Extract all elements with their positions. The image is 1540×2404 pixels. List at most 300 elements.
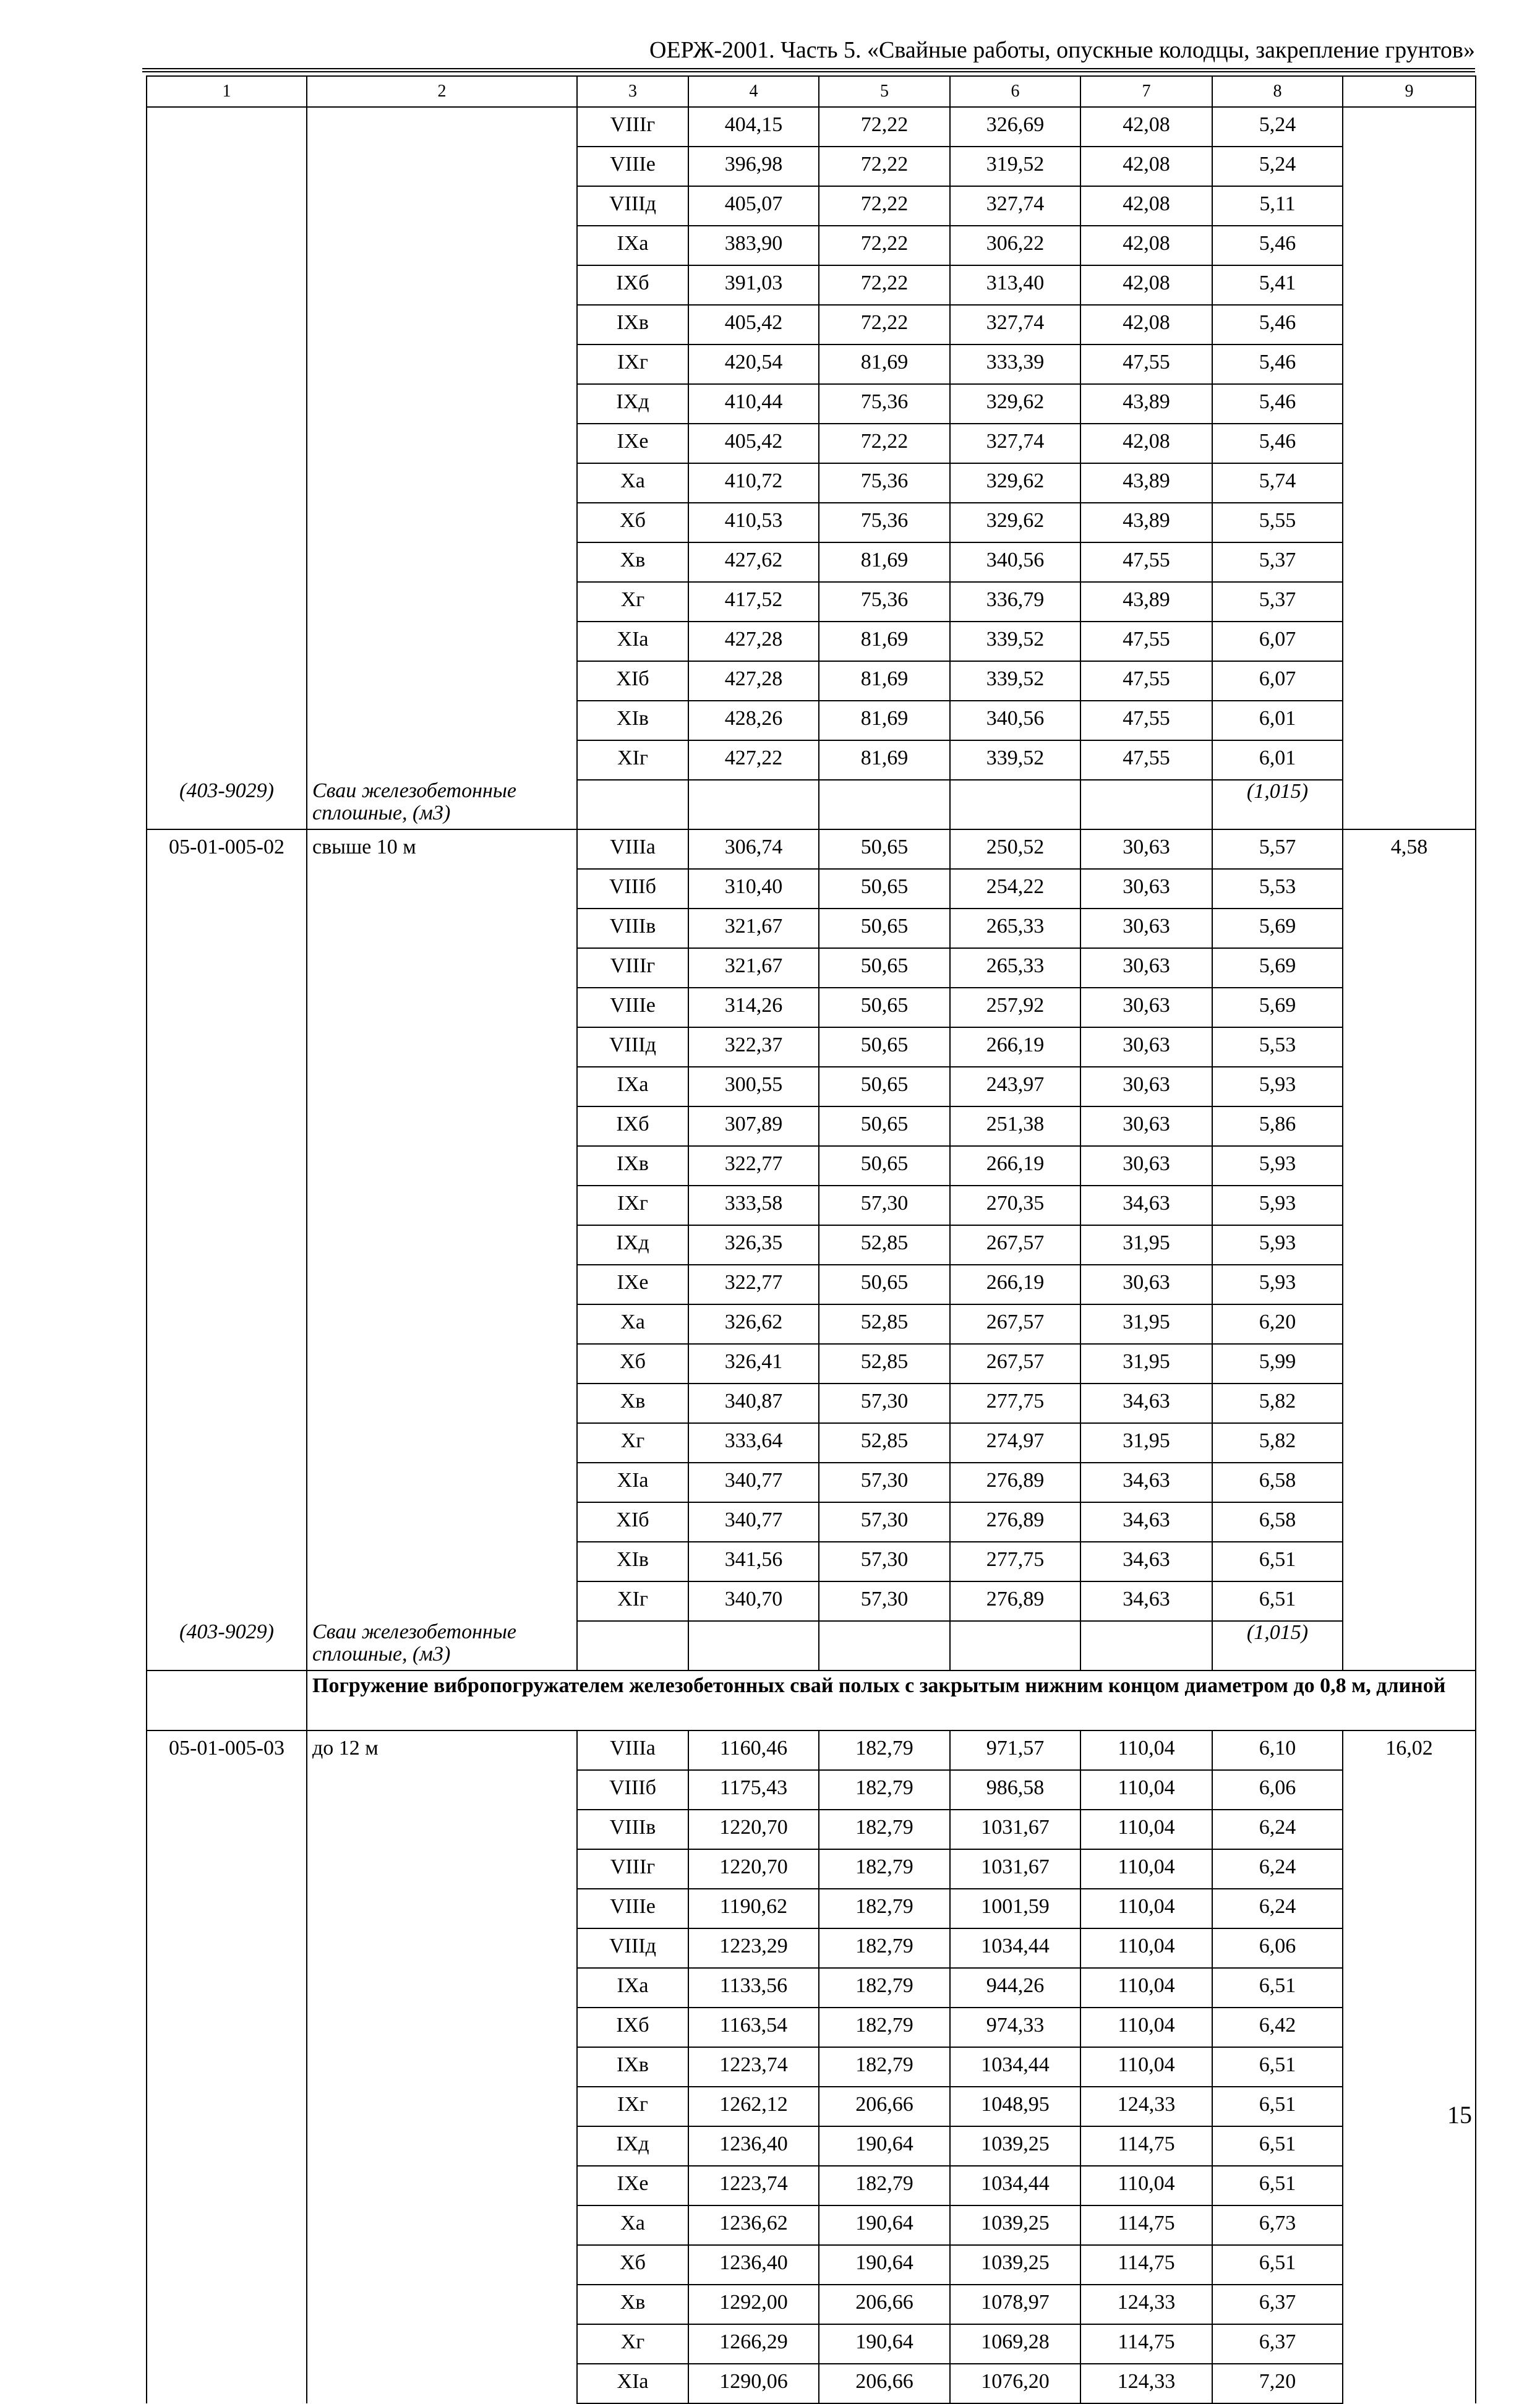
cell-zone: Xг bbox=[577, 1423, 688, 1463]
cell-value: 396,98 bbox=[688, 147, 819, 186]
cell-value: 114,75 bbox=[1080, 2245, 1212, 2285]
table-row bbox=[147, 2324, 1476, 2364]
column-number: 9 bbox=[1343, 76, 1476, 107]
table-row bbox=[147, 1502, 1476, 1542]
cell-extra bbox=[1343, 1344, 1476, 1384]
cell-value: 114,75 bbox=[1080, 2126, 1212, 2166]
cell-value: 6,42 bbox=[1212, 2008, 1343, 2047]
cell-value: 6,01 bbox=[1212, 701, 1343, 740]
cell-value: 6,58 bbox=[1212, 1463, 1343, 1502]
cell-name bbox=[307, 503, 577, 542]
column-number: 5 bbox=[819, 76, 950, 107]
column-number: 8 bbox=[1212, 76, 1343, 107]
cell-value: 47,55 bbox=[1080, 344, 1212, 384]
cell-zone: VIIIe bbox=[577, 988, 688, 1027]
cell-value: 81,69 bbox=[819, 622, 950, 661]
cell-value: 52,85 bbox=[819, 1344, 950, 1384]
cell-value: 267,57 bbox=[950, 1225, 1080, 1265]
cell-zone: VIIIe bbox=[577, 147, 688, 186]
cell-extra bbox=[1343, 265, 1476, 305]
cell-value: 1039,25 bbox=[950, 2126, 1080, 2166]
cell-code bbox=[147, 265, 307, 305]
table-row bbox=[147, 1810, 1476, 1849]
cell-zone: Xг bbox=[577, 582, 688, 622]
cell-code bbox=[147, 542, 307, 582]
cell-value: 326,35 bbox=[688, 1225, 819, 1265]
cell-value: 124,33 bbox=[1080, 2285, 1212, 2324]
cell-code bbox=[147, 2126, 307, 2166]
cell-name bbox=[307, 1463, 577, 1502]
cell-code bbox=[147, 1810, 307, 1849]
cell-code bbox=[147, 2166, 307, 2205]
cell-value: 321,67 bbox=[688, 909, 819, 948]
cell-value: 75,36 bbox=[819, 503, 950, 542]
cell-code bbox=[147, 463, 307, 503]
cell-value: 50,65 bbox=[819, 988, 950, 1027]
cell-zone: Xa bbox=[577, 1304, 688, 1344]
cell-value: 5,82 bbox=[1212, 1384, 1343, 1423]
cell-value: 322,37 bbox=[688, 1027, 819, 1067]
table-row bbox=[147, 2047, 1476, 2087]
cell-value: 257,92 bbox=[950, 988, 1080, 1027]
cell-value: 427,22 bbox=[688, 740, 819, 780]
cell-value: 6,20 bbox=[1212, 1304, 1343, 1344]
cell-code bbox=[147, 147, 307, 186]
cell-zone: VIIIa bbox=[577, 829, 688, 869]
cell-value: 1163,54 bbox=[688, 2008, 819, 2047]
cell-extra bbox=[1343, 2324, 1476, 2364]
cell-value: 50,65 bbox=[819, 1146, 950, 1186]
cell-value: 1031,67 bbox=[950, 1810, 1080, 1849]
cell-name bbox=[307, 661, 577, 701]
cell-value: 110,04 bbox=[1080, 1730, 1212, 1770]
cell-value: 251,38 bbox=[950, 1106, 1080, 1146]
cell-extra bbox=[1343, 740, 1476, 780]
cell-name bbox=[307, 186, 577, 226]
cell-value: 182,79 bbox=[819, 1730, 950, 1770]
cell-code bbox=[147, 1928, 307, 1968]
cell-value: 190,64 bbox=[819, 2205, 950, 2245]
cell-code bbox=[147, 1067, 307, 1106]
cell-value: 6,58 bbox=[1212, 1502, 1343, 1542]
cell-value: 114,75 bbox=[1080, 2205, 1212, 2245]
cell-value: 391,03 bbox=[688, 265, 819, 305]
cell-code bbox=[147, 1265, 307, 1304]
table-row bbox=[147, 186, 1476, 226]
cell-extra bbox=[1343, 1423, 1476, 1463]
cell-extra bbox=[1343, 463, 1476, 503]
table-row bbox=[147, 948, 1476, 988]
table-row bbox=[147, 2364, 1476, 2403]
cell-value: 6,51 bbox=[1212, 1542, 1343, 1581]
cell-extra bbox=[1343, 147, 1476, 186]
cell-value: 1223,74 bbox=[688, 2047, 819, 2087]
cell-zone: Xa bbox=[577, 2205, 688, 2245]
cell-value: 243,97 bbox=[950, 1067, 1080, 1106]
cell-extra bbox=[1343, 1463, 1476, 1502]
cell-value: 306,74 bbox=[688, 829, 819, 869]
cell-extra bbox=[1343, 1225, 1476, 1265]
cell-name bbox=[307, 1423, 577, 1463]
cell-value: 341,56 bbox=[688, 1542, 819, 1581]
cell-zone: IXa bbox=[577, 1067, 688, 1106]
cell-value: 340,70 bbox=[688, 1581, 819, 1621]
cell-code bbox=[147, 1581, 307, 1621]
cell-code bbox=[147, 2324, 307, 2364]
cell-value: 31,95 bbox=[1080, 1423, 1212, 1463]
cell-value: 340,77 bbox=[688, 1463, 819, 1502]
cell-extra: 16,02 bbox=[1343, 1730, 1476, 1770]
cell-code bbox=[147, 2245, 307, 2285]
table-row bbox=[147, 344, 1476, 384]
cell-name bbox=[307, 988, 577, 1027]
cell-extra bbox=[1343, 542, 1476, 582]
cell-value: 1039,25 bbox=[950, 2245, 1080, 2285]
cell-value: 42,08 bbox=[1080, 107, 1212, 147]
cell-zone: IXe bbox=[577, 1265, 688, 1304]
cell-value: 75,36 bbox=[819, 582, 950, 622]
cell-value: 6,06 bbox=[1212, 1770, 1343, 1810]
cell-value: 81,69 bbox=[819, 344, 950, 384]
cell-value: 265,33 bbox=[950, 909, 1080, 948]
cell-extra bbox=[1343, 1384, 1476, 1423]
cell-value: 1223,29 bbox=[688, 1928, 819, 1968]
cell-zone: VIIIг bbox=[577, 1849, 688, 1889]
cell-zone: VIIIд bbox=[577, 1928, 688, 1968]
cell-code bbox=[147, 1344, 307, 1384]
cell-value: 266,19 bbox=[950, 1027, 1080, 1067]
cell-code bbox=[147, 740, 307, 780]
page-number: 15 bbox=[1447, 2101, 1472, 2129]
cell-code bbox=[147, 1849, 307, 1889]
cell-value: 50,65 bbox=[819, 1067, 950, 1106]
cell-zone: XIб bbox=[577, 1502, 688, 1542]
cell-value: 339,52 bbox=[950, 661, 1080, 701]
cell-value: 427,28 bbox=[688, 661, 819, 701]
cell-value: 43,89 bbox=[1080, 503, 1212, 542]
cell-value: 267,57 bbox=[950, 1344, 1080, 1384]
empty-cell bbox=[1343, 1621, 1476, 1670]
cell-zone: Xв bbox=[577, 542, 688, 582]
cell-value: 427,62 bbox=[688, 542, 819, 582]
cell-value: 57,30 bbox=[819, 1186, 950, 1225]
cell-value: 6,37 bbox=[1212, 2324, 1343, 2364]
cell-extra bbox=[1343, 503, 1476, 542]
column-number: 7 bbox=[1080, 76, 1212, 107]
table-row bbox=[147, 384, 1476, 424]
cell-value: 34,63 bbox=[1080, 1463, 1212, 1502]
cell-extra bbox=[1343, 701, 1476, 740]
cell-value: 971,57 bbox=[950, 1730, 1080, 1770]
cell-name bbox=[307, 2126, 577, 2166]
cell-name bbox=[307, 384, 577, 424]
table-row bbox=[147, 107, 1476, 147]
cell-value: 57,30 bbox=[819, 1463, 950, 1502]
cell-name bbox=[307, 226, 577, 265]
cell-code bbox=[147, 2285, 307, 2324]
cell-name bbox=[307, 1581, 577, 1621]
cell-zone: Xв bbox=[577, 1384, 688, 1423]
empty-cell bbox=[1080, 1621, 1212, 1670]
cell-value: 124,33 bbox=[1080, 2087, 1212, 2126]
cell-value: 75,36 bbox=[819, 384, 950, 424]
empty-cell bbox=[688, 780, 819, 829]
cell-value: 405,42 bbox=[688, 305, 819, 344]
cell-extra bbox=[1343, 582, 1476, 622]
cell-value: 50,65 bbox=[819, 948, 950, 988]
cell-value: 182,79 bbox=[819, 1810, 950, 1849]
cell-value: 30,63 bbox=[1080, 1067, 1212, 1106]
column-number: 4 bbox=[688, 76, 819, 107]
column-number-row bbox=[147, 76, 1476, 107]
cell-value: 277,75 bbox=[950, 1542, 1080, 1581]
cell-value: 339,52 bbox=[950, 740, 1080, 780]
cell-value: 6,24 bbox=[1212, 1849, 1343, 1889]
cell-zone: XIa bbox=[577, 2364, 688, 2403]
cell-zone: VIIIa bbox=[577, 1730, 688, 1770]
cell-value: 1292,00 bbox=[688, 2285, 819, 2324]
cell-value: 420,54 bbox=[688, 344, 819, 384]
table-row bbox=[147, 1106, 1476, 1146]
cell-name bbox=[307, 1968, 577, 2008]
cell-value: 52,85 bbox=[819, 1304, 950, 1344]
cell-value: 182,79 bbox=[819, 1770, 950, 1810]
cell-value: 124,33 bbox=[1080, 2364, 1212, 2403]
cell-value: 1223,74 bbox=[688, 2166, 819, 2205]
empty-cell bbox=[819, 1621, 950, 1670]
cell-name bbox=[307, 463, 577, 503]
cell-value: 270,35 bbox=[950, 1186, 1080, 1225]
cell-value: 43,89 bbox=[1080, 582, 1212, 622]
cell-value: 57,30 bbox=[819, 1384, 950, 1423]
cell-name: до 12 м bbox=[307, 1730, 577, 1770]
cell-extra bbox=[1343, 226, 1476, 265]
cell-value: 306,22 bbox=[950, 226, 1080, 265]
cell-value: 405,42 bbox=[688, 424, 819, 463]
table-row bbox=[147, 1225, 1476, 1265]
cell-value: 5,46 bbox=[1212, 226, 1343, 265]
cell-value: 265,33 bbox=[950, 948, 1080, 988]
table-row bbox=[147, 1384, 1476, 1423]
cell-value: 321,67 bbox=[688, 948, 819, 988]
cell-value: 6,73 bbox=[1212, 2205, 1343, 2245]
cell-value: 110,04 bbox=[1080, 2047, 1212, 2087]
cell-value: 30,63 bbox=[1080, 1027, 1212, 1067]
cell-value: 1220,70 bbox=[688, 1849, 819, 1889]
cell-value: 339,52 bbox=[950, 622, 1080, 661]
cell-extra bbox=[1343, 305, 1476, 344]
cell-value: 6,51 bbox=[1212, 2047, 1343, 2087]
cell-value: 319,52 bbox=[950, 147, 1080, 186]
cell-value: 267,57 bbox=[950, 1304, 1080, 1344]
cell-value: 110,04 bbox=[1080, 1889, 1212, 1928]
cell-value: 110,04 bbox=[1080, 1770, 1212, 1810]
cell-value: 254,22 bbox=[950, 869, 1080, 909]
column-number: 6 bbox=[950, 76, 1080, 107]
cell-value: 47,55 bbox=[1080, 661, 1212, 701]
cell-code bbox=[147, 1106, 307, 1146]
table-row bbox=[147, 1344, 1476, 1384]
cell-value: 110,04 bbox=[1080, 1968, 1212, 2008]
cell-value: 42,08 bbox=[1080, 147, 1212, 186]
table-row bbox=[147, 1027, 1476, 1067]
cell-code bbox=[147, 1146, 307, 1186]
cell-value: 5,86 bbox=[1212, 1106, 1343, 1146]
table-row bbox=[147, 1770, 1476, 1810]
cell-zone: VIIIб bbox=[577, 869, 688, 909]
cell-name bbox=[307, 1384, 577, 1423]
table-row bbox=[147, 463, 1476, 503]
cell-zone: IXд bbox=[577, 2126, 688, 2166]
cell-value: 114,75 bbox=[1080, 2324, 1212, 2364]
cell-name bbox=[307, 424, 577, 463]
empty-cell bbox=[819, 780, 950, 829]
cell-value: 72,22 bbox=[819, 265, 950, 305]
cell-zone: VIIIг bbox=[577, 948, 688, 988]
cell-value: 47,55 bbox=[1080, 740, 1212, 780]
cell-value: 340,56 bbox=[950, 701, 1080, 740]
cell-code bbox=[147, 1770, 307, 1810]
cell-value: 110,04 bbox=[1080, 1928, 1212, 1968]
cell-name bbox=[307, 1344, 577, 1384]
cell-value: 42,08 bbox=[1080, 186, 1212, 226]
cell-code bbox=[147, 344, 307, 384]
cell-value: 6,06 bbox=[1212, 1928, 1343, 1968]
cell-extra bbox=[1343, 1889, 1476, 1928]
cell-name bbox=[307, 107, 577, 147]
cell-zone: IXг bbox=[577, 1186, 688, 1225]
cell-code: 05-01-005-03 bbox=[147, 1730, 307, 1770]
table-row bbox=[147, 2205, 1476, 2245]
cell-value: 410,44 bbox=[688, 384, 819, 424]
cell-value: 50,65 bbox=[819, 869, 950, 909]
table-row bbox=[147, 2087, 1476, 2126]
cell-value: 6,07 bbox=[1212, 622, 1343, 661]
table-row bbox=[147, 1730, 1476, 1770]
cell-zone: Xб bbox=[577, 1344, 688, 1384]
note-row bbox=[147, 780, 1476, 829]
cell-value: 110,04 bbox=[1080, 1810, 1212, 1849]
cell-value: 42,08 bbox=[1080, 226, 1212, 265]
table-row bbox=[147, 1968, 1476, 2008]
cell-value: 6,51 bbox=[1212, 2245, 1343, 2285]
table-row bbox=[147, 2166, 1476, 2205]
cell-value: 34,63 bbox=[1080, 1384, 1212, 1423]
note-text: Сваи железобетонные сплошные, (м3) bbox=[307, 1621, 577, 1670]
cell-name bbox=[307, 1146, 577, 1186]
cell-name bbox=[307, 1928, 577, 1968]
cell-value: 72,22 bbox=[819, 424, 950, 463]
cell-zone: VIIIд bbox=[577, 186, 688, 226]
cell-name bbox=[307, 2047, 577, 2087]
table-row bbox=[147, 1304, 1476, 1344]
cell-name bbox=[307, 1304, 577, 1344]
cell-value: 5,24 bbox=[1212, 107, 1343, 147]
cell-extra bbox=[1343, 186, 1476, 226]
cell-value: 182,79 bbox=[819, 2166, 950, 2205]
table-row bbox=[147, 1928, 1476, 1968]
cell-name bbox=[307, 948, 577, 988]
cell-value: 72,22 bbox=[819, 226, 950, 265]
cell-value: 5,93 bbox=[1212, 1067, 1343, 1106]
cell-name bbox=[307, 1225, 577, 1265]
cell-value: 182,79 bbox=[819, 1928, 950, 1968]
cell-value: 110,04 bbox=[1080, 1849, 1212, 1889]
cell-value: 322,77 bbox=[688, 1265, 819, 1304]
cell-name bbox=[307, 265, 577, 305]
cell-value: 72,22 bbox=[819, 186, 950, 226]
section-heading-row bbox=[147, 1670, 1476, 1730]
cell-value: 6,07 bbox=[1212, 661, 1343, 701]
cell-value: 5,93 bbox=[1212, 1225, 1343, 1265]
cell-code bbox=[147, 503, 307, 542]
cell-zone: IXв bbox=[577, 305, 688, 344]
cell-value: 336,79 bbox=[950, 582, 1080, 622]
cell-value: 1048,95 bbox=[950, 2087, 1080, 2126]
cell-value: 34,63 bbox=[1080, 1186, 1212, 1225]
table-row bbox=[147, 1581, 1476, 1621]
cell-extra bbox=[1343, 2285, 1476, 2324]
cell-zone: IXe bbox=[577, 424, 688, 463]
header-rule bbox=[142, 68, 1475, 72]
cell-value: 110,04 bbox=[1080, 2166, 1212, 2205]
cell-value: 31,95 bbox=[1080, 1225, 1212, 1265]
cell-zone: IXв bbox=[577, 1146, 688, 1186]
cell-zone: IXд bbox=[577, 1225, 688, 1265]
cell-value: 30,63 bbox=[1080, 869, 1212, 909]
cell-zone: VIIIб bbox=[577, 1770, 688, 1810]
cell-zone: VIIIe bbox=[577, 1889, 688, 1928]
cell-value: 307,89 bbox=[688, 1106, 819, 1146]
cell-value: 276,89 bbox=[950, 1463, 1080, 1502]
table-row bbox=[147, 226, 1476, 265]
cell-name bbox=[307, 344, 577, 384]
cell-value: 326,62 bbox=[688, 1304, 819, 1344]
note-code: (403-9029) bbox=[147, 1621, 307, 1670]
cell-zone: VIIIв bbox=[577, 1810, 688, 1849]
cell-extra bbox=[1343, 2205, 1476, 2245]
cell-value: 5,37 bbox=[1212, 582, 1343, 622]
cell-name bbox=[307, 1889, 577, 1928]
cell-value: 333,58 bbox=[688, 1186, 819, 1225]
cell-zone: IXб bbox=[577, 265, 688, 305]
cell-value: 5,11 bbox=[1212, 186, 1343, 226]
cell-code bbox=[147, 948, 307, 988]
cell-value: 30,63 bbox=[1080, 1146, 1212, 1186]
cell-value: 5,37 bbox=[1212, 542, 1343, 582]
empty-cell bbox=[950, 780, 1080, 829]
cell-value: 182,79 bbox=[819, 1849, 950, 1889]
cell-code bbox=[147, 1384, 307, 1423]
cell-extra bbox=[1343, 2364, 1476, 2403]
cell-name bbox=[307, 1265, 577, 1304]
price-table bbox=[146, 75, 1476, 2404]
cell-name bbox=[307, 909, 577, 948]
cell-value: 81,69 bbox=[819, 661, 950, 701]
cell-value: 43,89 bbox=[1080, 384, 1212, 424]
cell-value: 50,65 bbox=[819, 909, 950, 948]
cell-value: 30,63 bbox=[1080, 948, 1212, 988]
cell-value: 5,69 bbox=[1212, 988, 1343, 1027]
cell-code bbox=[147, 909, 307, 948]
table-row bbox=[147, 305, 1476, 344]
cell-value: 57,30 bbox=[819, 1502, 950, 1542]
cell-value: 428,26 bbox=[688, 701, 819, 740]
cell-name bbox=[307, 1770, 577, 1810]
cell-extra bbox=[1343, 1968, 1476, 2008]
cell-name bbox=[307, 2205, 577, 2245]
cell-zone: XIб bbox=[577, 661, 688, 701]
